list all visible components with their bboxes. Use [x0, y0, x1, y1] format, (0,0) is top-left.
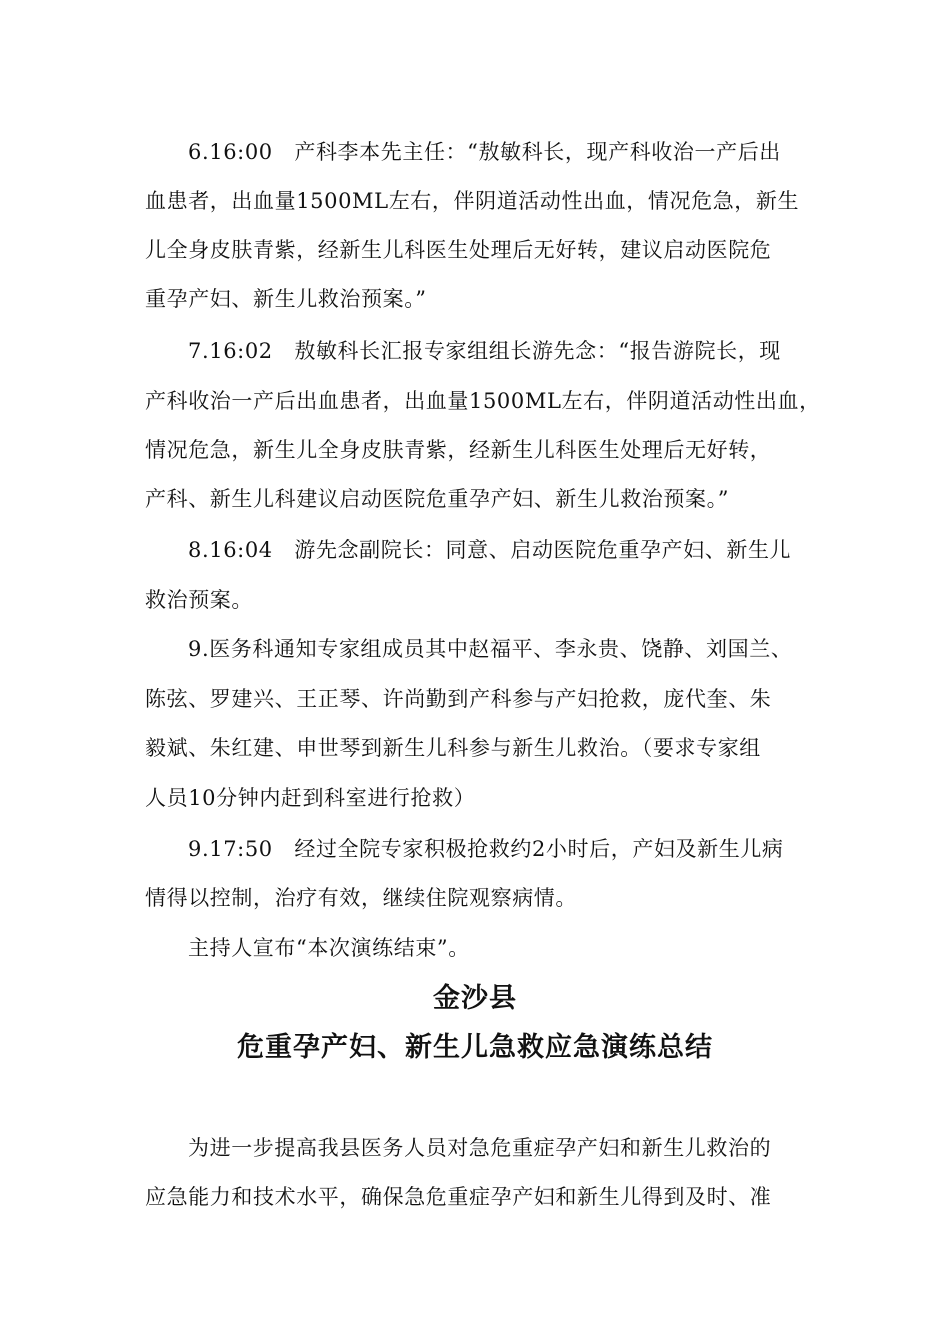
title-main: 危重孕产妇、新生儿急救应急演练总结	[237, 1032, 713, 1063]
closing-announcement: 主持人宣布“本次演练结束”。	[188, 936, 470, 960]
paragraph-1-line-4: 重孕产妇、新生儿救治预案。”	[145, 287, 427, 311]
paragraph-2-line-2: 产科收治一产后出血患者，出血量1500ML左右，伴阴道活动性出血，	[145, 389, 821, 413]
paragraph-3-line-1: 8.16:04 游先念副院长：同意、启动医院危重孕产妇、新生儿	[188, 538, 792, 562]
title-county: 金沙县	[433, 983, 517, 1014]
paragraph-4-line-2: 陈弦、罗建兴、王正琴、许尚勤到产科参与产妇抢救，庞代奎、朱	[145, 687, 772, 711]
paragraph-2-line-4: 产科、新生儿科建议启动医院危重孕产妇、新生儿救治预案。”	[145, 487, 730, 511]
paragraph-4-line-1: 9.医务科通知专家组成员其中赵福平、李永贵、饶静、刘国兰、	[188, 637, 793, 661]
paragraph-1-line-3: 儿全身皮肤青紫，经新生儿科医生处理后无好转，建议启动医院危	[145, 238, 772, 262]
paragraph-5-line-2: 情得以控制，治疗有效，继续住院观察病情。	[145, 886, 577, 910]
paragraph-2-line-1: 7.16:02 敖敏科长汇报专家组组长游先念：“报告游院长，现	[188, 339, 781, 363]
paragraph-3-line-2: 救治预案。	[145, 588, 253, 612]
summary-line-2: 应急能力和技术水平，确保急危重症孕产妇和新生儿得到及时、准	[145, 1185, 772, 1209]
paragraph-4-line-3: 毅斌、朱红建、申世琴到新生儿科参与新生儿救治。（要求专家组	[145, 736, 761, 760]
summary-line-1: 为进一步提高我县医务人员对急危重症孕产妇和新生儿救治的	[188, 1136, 772, 1160]
paragraph-2-line-3: 情况危急，新生儿全身皮肤青紫，经新生儿科医生处理后无好转，	[145, 438, 772, 462]
paragraph-4-line-4: 人员10分钟内赶到科室进行抢救）	[145, 786, 476, 810]
paragraph-5-line-1: 9.17:50 经过全院专家积极抢救约2小时后，产妇及新生儿病	[188, 837, 784, 861]
paragraph-1-line-1: 6.16:00 产科李本先主任：“敖敏科长，现产科收治一产后出	[188, 140, 781, 164]
paragraph-1-line-2: 血患者，出血量1500ML左右，伴阴道活动性出血，情况危急，新生	[145, 189, 800, 213]
